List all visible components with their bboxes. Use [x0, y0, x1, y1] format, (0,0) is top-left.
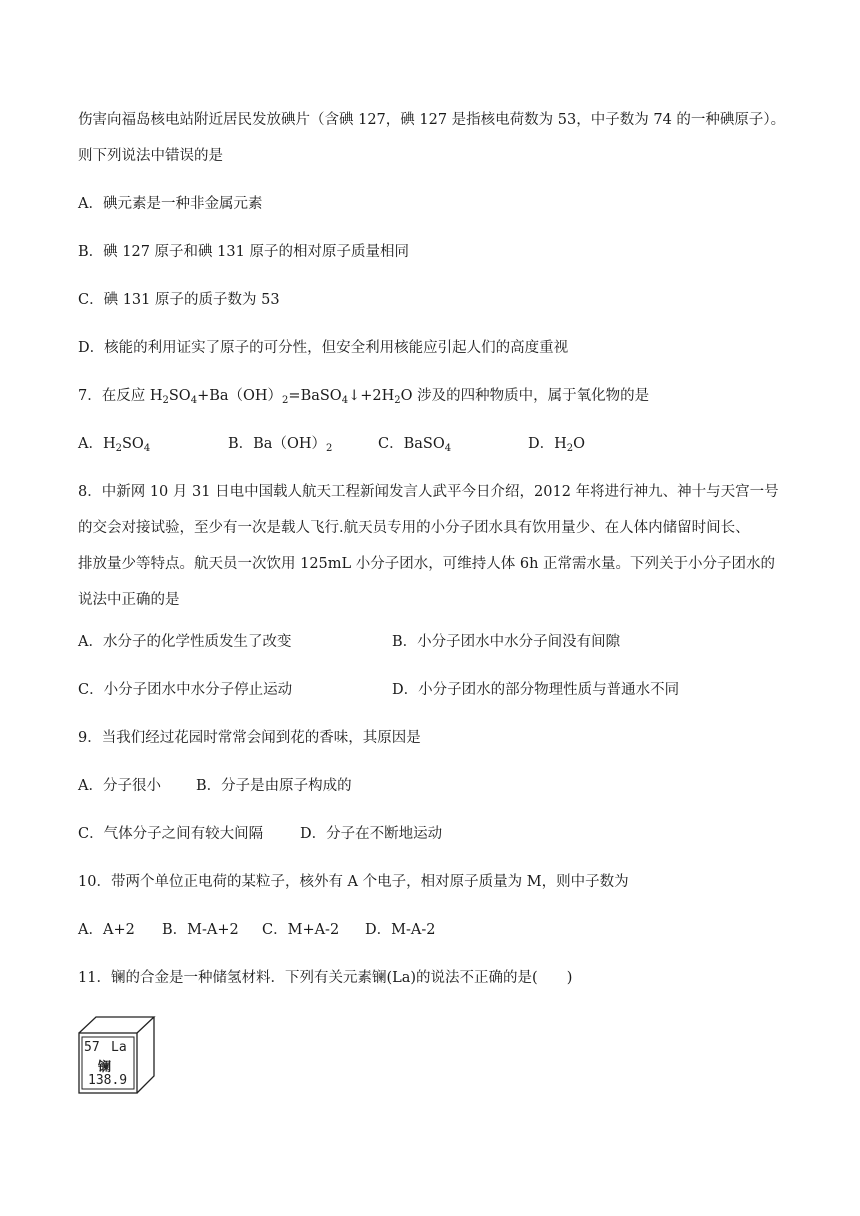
q10-option-b: B．M-A+2 — [162, 922, 239, 938]
element-atomic-number: 57 — [84, 1040, 100, 1055]
q6-option-b: B．碘 127 原子和碘 131 原子的相对原子质量相同 — [78, 244, 409, 260]
q9-stem: 9．当我们经过花园时常常会闻到花的香味，其原因是 — [78, 730, 421, 746]
q6-option-c: C．碘 131 原子的质子数为 53 — [78, 292, 280, 308]
q7-option-c: C．BaSO$_4$ — [378, 436, 452, 454]
q6-stem-line-2: 则下列说法中错误的是 — [78, 148, 223, 164]
q9-option-b: B．分子是由原子构成的 — [196, 778, 352, 794]
q7-option-a: A．$H_2SO_4$ — [78, 436, 151, 454]
element-cube-lanthanum — [78, 1016, 158, 1096]
q9-option-a: A．分子很小 — [78, 778, 161, 794]
element-name: 镧 — [98, 1060, 112, 1075]
q9-option-d: D．分子在不断地运动 — [300, 826, 443, 842]
q9-option-c: C．气体分子之间有较大间隔 — [78, 826, 264, 842]
q8-stem-line-4: 说法中正确的是 — [78, 592, 180, 608]
q6-option-a: A．碘元素是一种非金属元素 — [78, 196, 263, 212]
q8-stem-line-1: 8．中新网 10 月 31 日电中国载人航天工程新闻发言人武平今日介绍，2012 年将进行神九、神十与天宫一号 — [78, 484, 779, 500]
q10-option-d: D．M-A-2 — [365, 922, 436, 938]
q10-option-c: C．M+A-2 — [262, 922, 340, 938]
q8-stem-line-2: 的交会对接试验，至少有一次是载人飞行.航天员专用的小分子团水具有饮用量少、在人体内储留时间长、 — [78, 520, 750, 536]
q10-stem: 10．带两个单位正电荷的某粒子，核外有 A 个电子，相对原子质量为 M，则中子数为 — [78, 874, 629, 890]
q6-stem-line-1: 伤害向福岛核电站附近居民发放碘片（含碘 127，碘 127 是指核电荷数为 53，中子数为 74 的一种碘原子）。 — [78, 112, 786, 128]
q10-option-a: A．A+2 — [78, 922, 135, 938]
q8-option-d: D．小分子团水的部分物理性质与普通水不同 — [392, 682, 680, 698]
q7-option-b: B．$Ba(OH)_2$ — [228, 436, 333, 454]
q6-option-d: D．核能的利用证实了原子的可分性，但安全利用核能应引起人们的高度重视 — [78, 340, 569, 356]
q7-option-d: D．$H_2O$ — [528, 436, 586, 454]
q8-stem-line-3: 排放量少等特点。航天员一次饮用 125mL 小分子团水，可维持人体 6h 正常需水量。下列关于小分子团水的 — [78, 556, 776, 572]
q11-stem: 11．镧的合金是一种储氢材料．下列有关元素镧(La)的说法不正确的是( ) — [78, 970, 573, 986]
q8-option-c: C．小分子团水中水分子停止运动 — [78, 682, 293, 698]
element-atomic-mass: 138.9 — [88, 1073, 128, 1088]
q7-stem: 7．在反应 $H_2SO_4+Ba(OH)_2=BaSO_4↓+2H_2O$ 涉及的四种物质中，属于氧化物的是 — [78, 388, 650, 406]
q8-option-b: B．小分子团水中水分子间没有间隙 — [392, 634, 621, 650]
element-symbol: La — [111, 1040, 127, 1055]
q8-option-a: A．水分子的化学性质发生了改变 — [78, 634, 292, 650]
